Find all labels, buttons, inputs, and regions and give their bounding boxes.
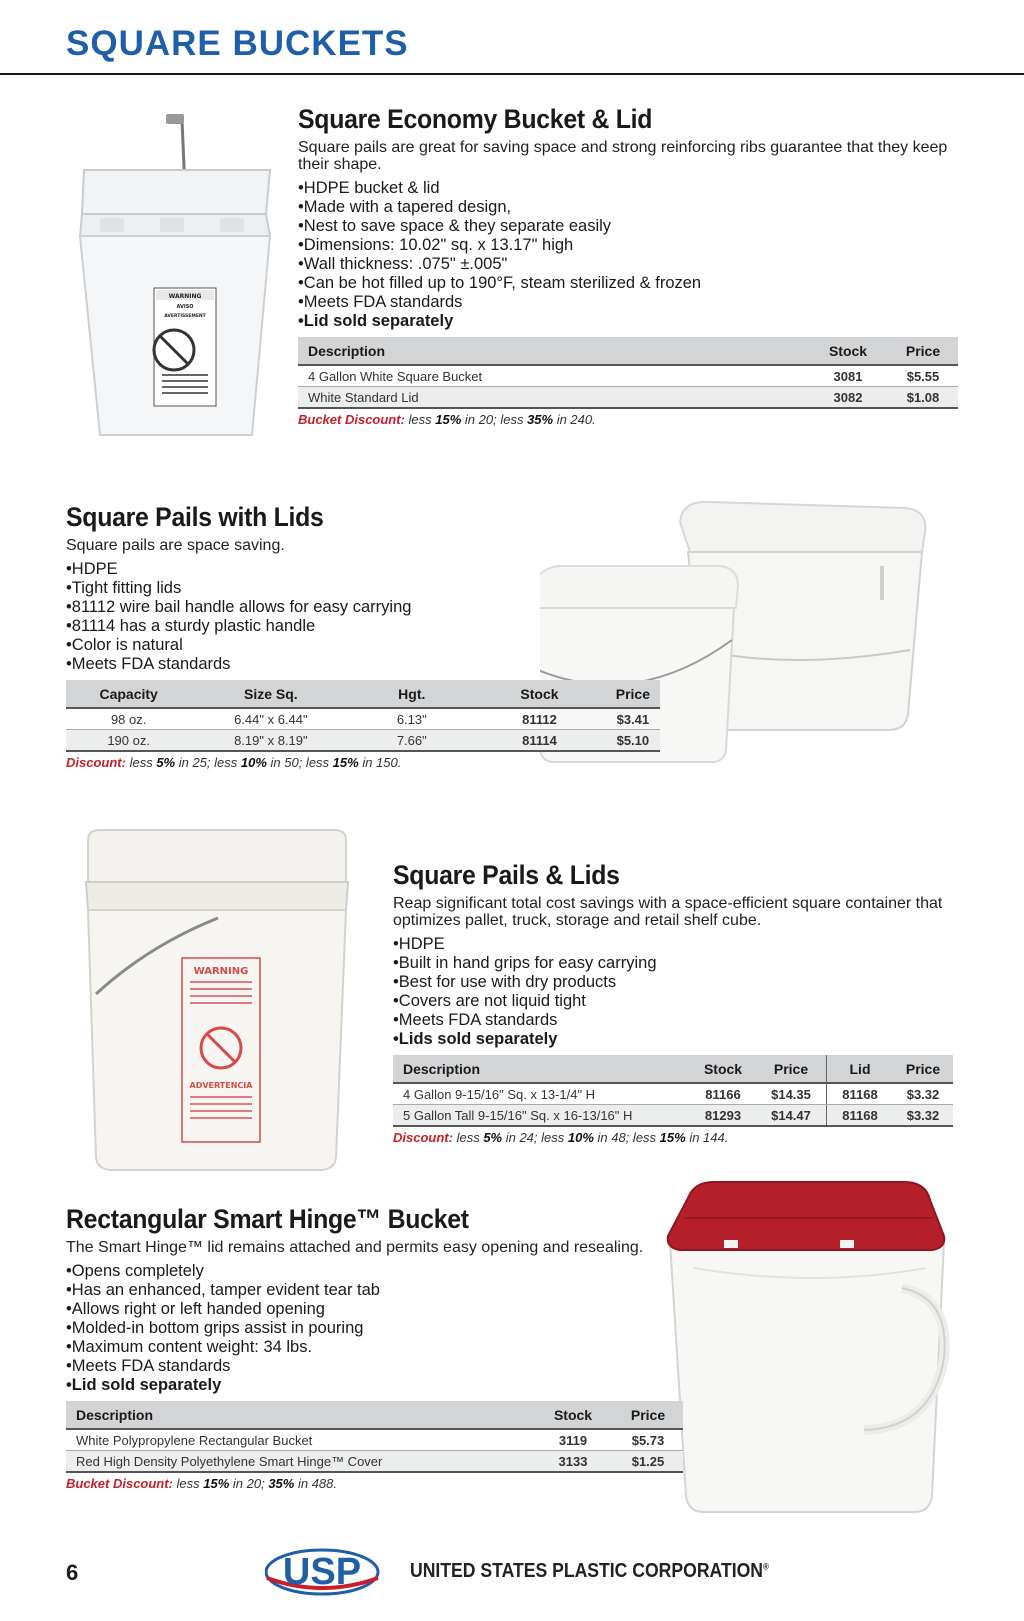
cell-stock: 3082: [808, 387, 888, 409]
company-name: UNITED STATES PLASTIC CORPORATION®: [410, 1560, 769, 1582]
feature-item-emphasis: • Lid sold separately: [66, 1376, 686, 1395]
square-pails-and-lids-photo: [78, 826, 358, 1176]
discount-note: Bucket Discount: less 15% in 20; less 35% in 240.: [298, 412, 596, 427]
feature-item: • Nest to save space & they separate easily: [298, 217, 958, 236]
feature-item-emphasis: • Lids sold separately: [393, 1030, 953, 1049]
cell-stock: 81114: [473, 730, 606, 752]
table-row: [66, 1429, 683, 1451]
cell-price: $14.35: [756, 1083, 827, 1105]
cell-height: 7.66": [350, 730, 473, 752]
cell-lid-stock: 81168: [827, 1105, 894, 1127]
cell-stock: 3133: [533, 1451, 613, 1473]
cell-price: $3.41: [606, 708, 660, 730]
col-size: Size Sq.: [191, 680, 350, 708]
table-row: [66, 1451, 683, 1473]
section-intro: Square pails are great for saving space and strong reinforcing ribs guarantee that they keep their shape.: [298, 139, 948, 173]
feature-item: • Allows right or left handed opening: [66, 1300, 686, 1319]
section-intro: The Smart Hinge™ lid remains attached and permits easy opening and resealing.: [66, 1239, 644, 1256]
feature-item: • Meets FDA standards: [66, 1357, 686, 1376]
discount-label: Discount:: [393, 1130, 453, 1145]
cell-description: 4 Gallon White Square Bucket: [298, 365, 808, 387]
discount-label: Discount:: [66, 755, 126, 770]
col-price: Price: [888, 337, 958, 365]
cell-description: 5 Gallon Tall 9-15/16" Sq. x 16-13/16" H: [393, 1105, 690, 1127]
cell-description: White Standard Lid: [298, 387, 808, 409]
cell-lid-stock: 81168: [827, 1083, 894, 1105]
section-intro: Square pails are space saving.: [66, 537, 285, 554]
cell-price: $5.55: [888, 365, 958, 387]
cell-capacity: 190 oz.: [66, 730, 191, 752]
price-table: [298, 337, 958, 409]
feature-item: • Color is natural: [66, 636, 666, 655]
square-economy-bucket-photo: [70, 110, 290, 440]
cell-size: 8.19" x 8.19": [191, 730, 350, 752]
feature-item: • Meets FDA standards: [393, 1011, 953, 1030]
discount-label: Bucket Discount:: [66, 1476, 173, 1491]
feature-item: • Built in hand grips for easy carrying: [393, 954, 953, 973]
warning-label-text: WARNING: [168, 293, 202, 300]
feature-list: [66, 1262, 686, 1395]
col-description: Description: [298, 337, 808, 365]
feature-item: • Made with a tapered design,: [298, 198, 958, 217]
title-rule: [0, 73, 1024, 75]
cell-description: 4 Gallon 9-15/16" Sq. x 13-1/4" H: [393, 1083, 690, 1105]
warning-label-text: WARNING: [193, 966, 249, 977]
section-title: Square Pails with Lids: [66, 502, 324, 532]
col-stock: Stock: [473, 680, 606, 708]
section-title: Square Pails & Lids: [393, 860, 620, 890]
feature-item: • Best for use with dry products: [393, 973, 953, 992]
usp-logo: [265, 1544, 380, 1600]
feature-item: • Opens completely: [66, 1262, 686, 1281]
price-table: [66, 1401, 683, 1473]
table-row: [298, 387, 958, 409]
section-intro: Reap significant total cost savings with a space-efficient square container that optimizes pallet, truck, storage and retail shelf cube.: [393, 895, 943, 929]
page-number: 6: [66, 1560, 79, 1585]
cell-stock: 81112: [473, 708, 606, 730]
cell-price: $5.10: [606, 730, 660, 752]
col-height: Hgt.: [350, 680, 473, 708]
feature-item-emphasis: • Lid sold separately: [298, 312, 958, 331]
section-title: Rectangular Smart Hinge™ Bucket: [66, 1204, 469, 1234]
smart-hinge-bucket-photo: [664, 1178, 954, 1518]
feature-item: • Wall thickness: .075" ±.005": [298, 255, 958, 274]
feature-item: • Covers are not liquid tight: [393, 992, 953, 1011]
col-lid-price: Price: [893, 1055, 953, 1083]
col-stock: Stock: [533, 1401, 613, 1429]
col-lid: Lid: [827, 1055, 894, 1083]
feature-item: • Meets FDA standards: [66, 655, 666, 674]
feature-list: [393, 935, 953, 1049]
feature-item: • Meets FDA standards: [298, 293, 958, 312]
advertencia-label-text: ADVERTENCIA: [189, 1081, 253, 1090]
feature-item: • Tight fitting lids: [66, 579, 666, 598]
logo-text: USP: [282, 1551, 362, 1593]
cell-height: 6.13": [350, 708, 473, 730]
table-row: [66, 730, 660, 752]
cell-lid-price: $3.32: [893, 1105, 953, 1127]
table-row: [298, 365, 958, 387]
col-capacity: Capacity: [66, 680, 191, 708]
page-title: SQUARE BUCKETS: [66, 24, 409, 63]
feature-item: • Dimensions: 10.02" sq. x 13.17" high: [298, 236, 958, 255]
discount-label: Bucket Discount:: [298, 412, 405, 427]
feature-item: • Can be hot filled up to 190°F, steam sterilized & frozen: [298, 274, 958, 293]
price-table: [66, 680, 660, 752]
feature-list: [298, 179, 958, 331]
col-stock: Stock: [808, 337, 888, 365]
cell-stock: 3081: [808, 365, 888, 387]
feature-item: • 81114 has a sturdy plastic handle: [66, 617, 666, 636]
section-smart-hinge-bucket: [66, 1204, 686, 1491]
section-square-economy-bucket: [298, 104, 958, 427]
feature-list: [66, 560, 666, 674]
feature-item: • HDPE: [66, 560, 666, 579]
cell-lid-price: $3.32: [893, 1083, 953, 1105]
col-description: Description: [393, 1055, 690, 1083]
col-price: Price: [606, 680, 660, 708]
cell-price: $1.08: [888, 387, 958, 409]
aviso-label-text: AVISO: [176, 304, 194, 310]
cell-stock: 81293: [690, 1105, 756, 1127]
table-row: [393, 1105, 953, 1127]
feature-item: • Molded-in bottom grips assist in pouring: [66, 1319, 686, 1338]
col-description: Description: [66, 1401, 533, 1429]
discount-note: Discount: less 5% in 25; less 10% in 50; less 15% in 150.: [66, 755, 402, 770]
feature-item: • HDPE bucket & lid: [298, 179, 958, 198]
col-price: Price: [613, 1401, 683, 1429]
discount-note: Discount: less 5% in 24; less 10% in 48; less 15% in 144.: [393, 1130, 729, 1145]
cell-price: $5.73: [613, 1429, 683, 1451]
feature-item: • Maximum content weight: 34 lbs.: [66, 1338, 686, 1357]
cell-price: $1.25: [613, 1451, 683, 1473]
section-title: Square Economy Bucket & Lid: [298, 104, 653, 134]
col-stock: Stock: [690, 1055, 756, 1083]
section-square-pails-and-lids: [393, 860, 953, 1145]
price-table: [393, 1055, 953, 1127]
cell-stock: 3119: [533, 1429, 613, 1451]
registered-mark: ®: [762, 1561, 769, 1572]
feature-item: • 81112 wire bail handle allows for easy carrying: [66, 598, 666, 617]
col-price: Price: [756, 1055, 827, 1083]
cell-stock: 81166: [690, 1083, 756, 1105]
cell-description: Red High Density Polyethylene Smart Hinge™ Cover: [66, 1451, 533, 1473]
table-row: [393, 1083, 953, 1105]
cell-capacity: 98 oz.: [66, 708, 191, 730]
section-square-pails-with-lids: [66, 502, 666, 770]
discount-note: Bucket Discount: less 15% in 20; 35% in 488.: [66, 1476, 338, 1491]
feature-item: • Has an enhanced, tamper evident tear tab: [66, 1281, 686, 1300]
avertissement-label-text: AVERTISSEMENT: [164, 314, 206, 319]
table-row: [66, 708, 660, 730]
cell-description: White Polypropylene Rectangular Bucket: [66, 1429, 533, 1451]
cell-price: $14.47: [756, 1105, 827, 1127]
cell-size: 6.44" x 6.44": [191, 708, 350, 730]
feature-item: • HDPE: [393, 935, 953, 954]
